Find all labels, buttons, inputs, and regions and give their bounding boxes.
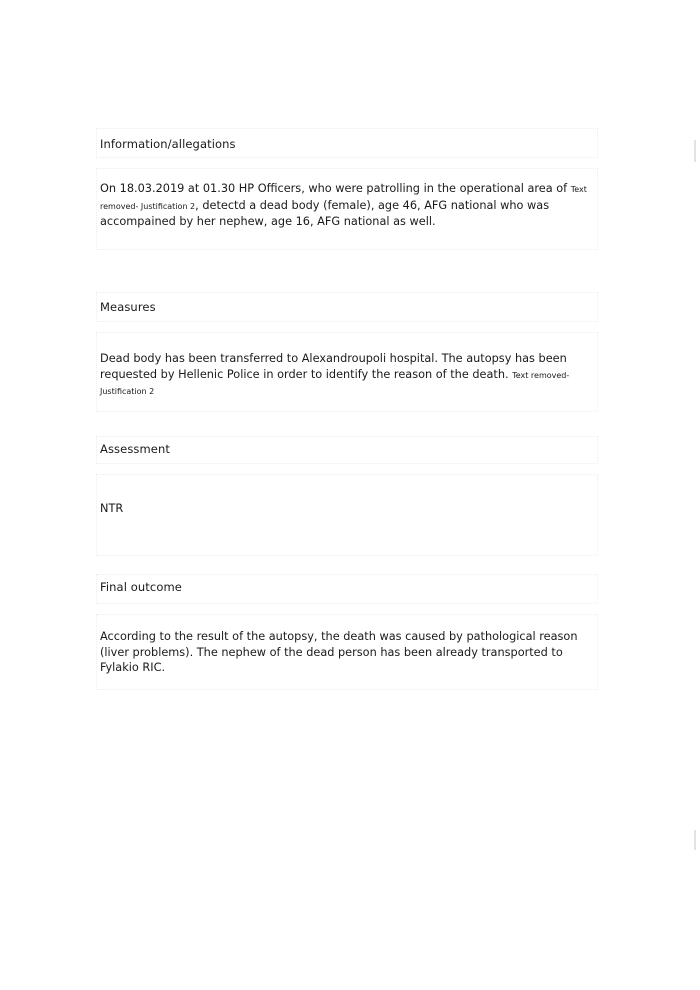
info-text [100, 181, 595, 230]
assessment-heading-box [96, 436, 598, 464]
info-text-part-2: , detectd a dead body (female), age 46, AFG national who was accompained by her nephew, age 16, AFG national as well. [100, 198, 550, 228]
assessment-heading: Assessment [100, 442, 170, 456]
redaction-note: removed- Justification 2 [100, 201, 196, 211]
scan-edge-mark [694, 140, 696, 162]
outcome-text: According to the result of the autopsy, the death was caused by pathological reason (liver problems). The nephew of the dead person has been already transported to Fylakio RIC. [100, 630, 578, 674]
info-text-part-1: On 18.03.2019 at 01.30 HP Officers, who were patrolling in the operational area of [100, 182, 571, 195]
measures-heading-box [96, 292, 598, 322]
assessment-text: NTR [100, 502, 124, 515]
redaction-note: Text [570, 185, 587, 194]
measures-text [100, 351, 595, 400]
measures-text-part-1: Dead body has been transferred to Alexandroupoli hospital. The autopsy has been requested by Hellenic Police in order to identify the reason of the death. [100, 352, 567, 381]
measures-heading: Measures [100, 300, 156, 314]
info-heading: Information/allegations [100, 137, 236, 151]
scan-edge-mark [694, 830, 696, 850]
outcome-heading: Final outcome [100, 580, 182, 594]
redaction-note: Text removed- Justification 2 [100, 370, 570, 396]
